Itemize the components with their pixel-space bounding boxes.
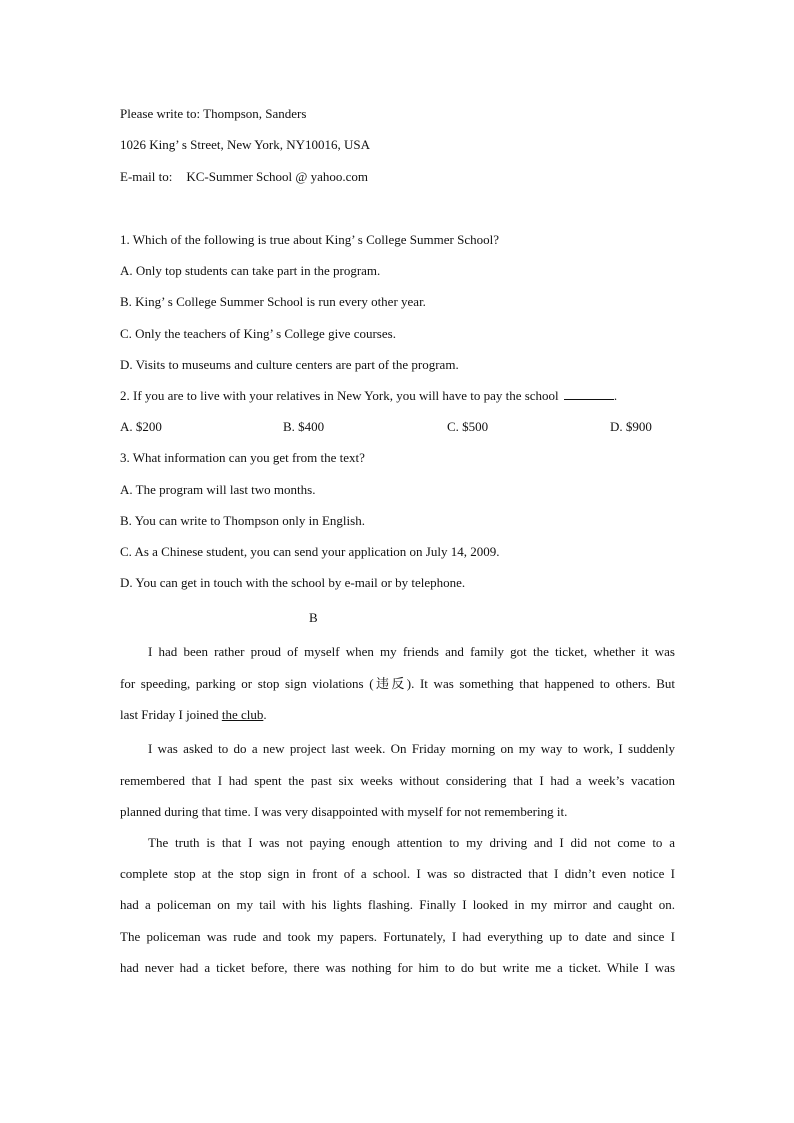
paragraph-3-line-2: complete stop at the stop sign in front of a school. I was so distracted that I didn’t even notice I xyxy=(120,866,675,881)
question-3-option-b: B. You can write to Thompson only in English. xyxy=(120,513,365,528)
email-label: E-mail to: xyxy=(120,169,173,184)
paragraph-1-line-3 xyxy=(120,707,267,723)
paragraph-3-line-4: The policeman was rude and took my papers. Fortunately, I had everything up to date and since I xyxy=(120,929,675,944)
underlined-phrase: the club xyxy=(221,707,264,722)
question-1-stem: 1. Which of the following is true about King’ s College Summer School? xyxy=(120,232,499,247)
paragraph-1-line-1: I had been rather proud of myself when my friends and family got the ticket, whether it was xyxy=(148,644,675,659)
question-1-option-d: D. Visits to museums and culture centers are part of the program. xyxy=(120,357,459,372)
question-2-stem-text: 2. If you are to live with your relatives in New York, you will have to pay the school xyxy=(120,388,559,403)
question-1-option-c: C. Only the teachers of King’ s College give courses. xyxy=(120,326,396,341)
question-1-option-b: B. King’ s College Summer School is run every other year. xyxy=(120,294,426,309)
paragraph-3-line-3: had a policeman on my tail with his lights flashing. Finally I looked in my mirror and caught on. xyxy=(120,897,675,912)
write-to-line: Please write to: Thompson, Sanders xyxy=(120,106,307,121)
question-2-option-a: A. $200 xyxy=(120,419,162,434)
question-2-stem-end: . xyxy=(613,388,618,403)
question-2-option-d: D. $900 xyxy=(610,419,652,434)
question-2-option-c: C. $500 xyxy=(447,419,489,434)
paragraph-1-line-2: for speeding, parking or stop sign violations (违反). It was something that happened to others. But xyxy=(120,676,675,691)
email-line xyxy=(120,169,368,185)
question-2-stem xyxy=(120,388,617,404)
paragraph-2-line-3: planned during that time. I was very disappointed with myself for not remembering it. xyxy=(120,804,568,819)
question-3-option-d: D. You can get in touch with the school by e-mail or by telephone. xyxy=(120,575,466,590)
question-1-option-a: A. Only top students can take part in the program. xyxy=(120,263,381,278)
paragraph-2-line-1: I was asked to do a new project last week. On Friday morning on my way to work, I suddenly xyxy=(148,741,675,756)
paragraph-1-line-3-suffix: . xyxy=(263,707,267,722)
question-3-stem: 3. What information can you get from the text? xyxy=(120,450,365,465)
address-line: 1026 King’ s Street, New York, NY10016, USA xyxy=(120,137,371,152)
paragraph-1-line-3-prefix: last Friday I joined xyxy=(120,707,222,722)
question-3-option-c: C. As a Chinese student, you can send your application on July 14, 2009. xyxy=(120,544,500,559)
paragraph-2-line-2: remembered that I had spent the past six weeks without considering that I had a week’s vacation xyxy=(120,773,675,788)
email-value: KC-Summer School @ yahoo.com xyxy=(186,169,369,184)
answer-blank xyxy=(564,388,614,400)
paragraph-3-line-1: The truth is that I was not paying enough attention to my driving and I did not come to a xyxy=(148,835,675,850)
section-b-heading: B xyxy=(309,610,318,625)
question-3-option-a: A. The program will last two months. xyxy=(120,482,316,497)
question-2-option-b: B. $400 xyxy=(283,419,325,434)
paragraph-3-line-5: had never had a ticket before, there was nothing for him to do but write me a ticket. While I was xyxy=(120,960,675,975)
